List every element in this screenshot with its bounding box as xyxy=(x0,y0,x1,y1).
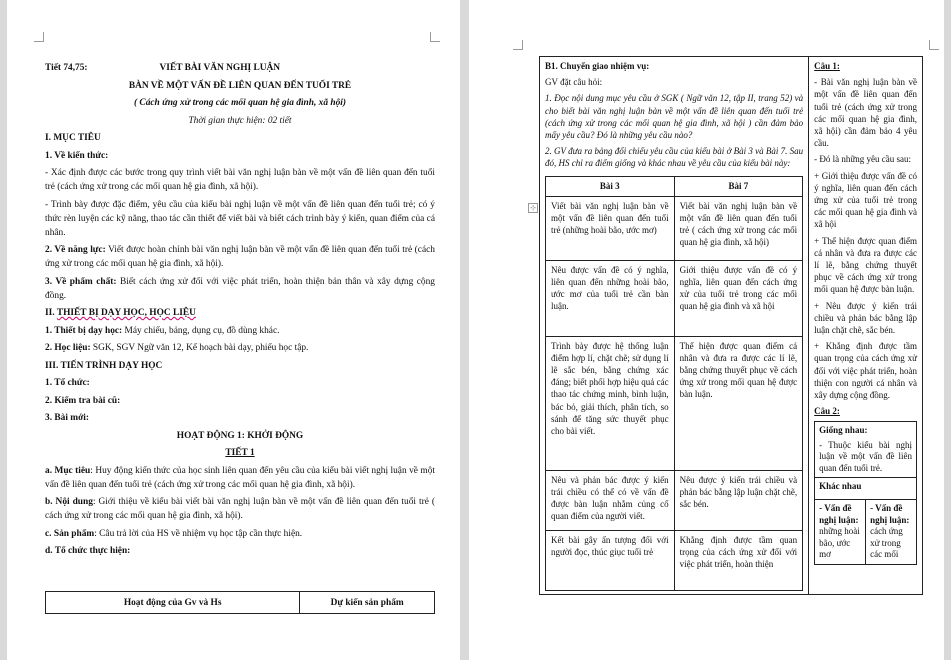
activity-title: HOẠT ĐỘNG 1: KHỞI ĐỘNG xyxy=(176,430,304,441)
skill-heading: 2. Về năng lực: xyxy=(45,245,106,255)
compare-cell: Trình bày được hệ thống luận điểm hợp lí, chặt chẽ; sử dụng lí lẽ sắc bén, bằng chứng xác đáng; biết phối hợp hiệu quả các thao tác chứng minh, bình luận, bác bỏ, giải thích, phân tích, so sánh để tăng sức thuyết phục cho bài viết. xyxy=(546,336,675,470)
lesson-label: TIẾT 1 xyxy=(225,448,255,458)
equipment-paragraph xyxy=(45,324,435,338)
skill-text: Viết được hoàn chỉnh bài văn nghị luận bàn về một vấn đề liên quan đến tuổi trẻ (cách ứng xử trong các mối quan hệ gia đình, xã hội). xyxy=(45,245,435,269)
expected-product-cell xyxy=(809,57,923,595)
equipment-text: Máy chiếu, bảng, dụng cụ, đồ dùng khác. xyxy=(122,325,280,336)
table-header-cell: Hoạt động của Gv và Hs xyxy=(46,592,300,614)
gv-ask: GV đặt câu hỏi: xyxy=(545,77,603,88)
product-heading: c. Sản phẩm xyxy=(45,528,95,539)
similarity-table xyxy=(814,421,917,565)
difference-cell xyxy=(866,500,917,565)
doc-title-2: BÀN VỀ MỘT VẤN ĐỀ LIÊN QUAN ĐẾN TUỔI TRẺ xyxy=(128,80,352,91)
table-row xyxy=(815,422,917,478)
answer-2-heading: Câu 2: xyxy=(814,406,840,417)
compare-row xyxy=(546,196,803,260)
doc-title-3: ( Cách ứng xử trong các mối quan hệ gia đình, xã hội) xyxy=(133,98,347,108)
title-line xyxy=(45,61,435,75)
content-heading: b. Nội dung xyxy=(45,497,93,507)
similarity-text: - Thuộc kiểu bài nghị luận về một vấn đề liên quan đến tuổi trẻ. xyxy=(819,439,912,473)
compare-header-cell: Bài 7 xyxy=(674,176,803,196)
step-organize: 1. Tổ chức: xyxy=(45,378,90,388)
quality-text: Biết cách ứng xử đối với việc phát triển, hoàn thiện bản thân và xây dựng cộng đồng. xyxy=(45,276,435,301)
compare-row xyxy=(546,336,803,470)
difference-col-text: những hoài bão, ước mơ xyxy=(819,526,860,560)
compare-row xyxy=(546,260,803,336)
compare-cell: Viết bài văn nghị luận bàn về một vấn đề liên quan đến tuổi trẻ (những hoài bão, ước mơ) xyxy=(546,196,675,260)
product-text: : Câu trả lời của HS về nhiệm vụ học tập cần thực hiện. xyxy=(94,528,303,539)
activity-table xyxy=(45,591,435,614)
compare-cell: Viết bài văn nghị luận bàn về một vấn đề liên quan đến tuổi trẻ ( cách ứng xử trong các mối quan hệ gia đình, xã hội) xyxy=(674,196,803,260)
quality-paragraph xyxy=(45,275,435,303)
product-paragraph xyxy=(45,527,435,541)
compare-cell: Khẳng định được tầm quan trọng của cách ứng xử đối với việc phát triển, hoàn thiện xyxy=(674,530,803,590)
organize-heading: d. Tổ chức thực hiện: xyxy=(45,546,131,556)
similarity-cell xyxy=(815,422,917,478)
compare-cell: Nêu được vấn đề có ý nghĩa, liên quan đến những hoài bão, ước mơ của tuổi trẻ cần bàn luận. xyxy=(546,260,675,336)
lesson-period: Tiết 74,75: xyxy=(45,63,88,73)
crop-mark xyxy=(430,32,440,42)
compare-cell: Nêu được ý kiến trái chiều và phản bác bằng lập luận chặt chẽ, sắc bén. xyxy=(674,470,803,530)
left-content xyxy=(45,61,435,562)
b1-heading: B1. Chuyển giao nhiệm vụ: xyxy=(545,61,650,71)
answer-1-item: + Giới thiệu được vấn đề có ý nghĩa, liên quan đến cách ứng xử của tuổi trẻ trong các mối quan hệ gia đình và xã hội xyxy=(814,170,917,230)
table-row xyxy=(815,478,917,500)
document-page-left xyxy=(7,0,460,660)
goal-paragraph xyxy=(45,464,435,492)
compare-row xyxy=(546,530,803,590)
question-1: 1. Đọc nội dung mục yêu cầu ở SGK ( Ngữ văn 12, tập II, trang 52) và cho biết bài văn nghị luận bàn về một vấn đề liên quan đến tuổi trẻ (cách ứng xử trong các mối quan hệ gia đình, xã hội ) cần đảm bảo mấy yêu cầu? Đó là những yêu cầu nào? xyxy=(545,93,804,141)
table-header-cell: Dự kiến sản phẩm xyxy=(300,592,435,614)
difference-col-heading: - Vấn đề nghị luận: xyxy=(819,503,859,525)
crop-mark xyxy=(513,40,523,50)
compare-cell: Nêu và phản bác được ý kiến trái chiều có thể có về vấn đề được bàn luận nhằm củng cố quan điểm của người viết. xyxy=(546,470,675,530)
doc-title: VIẾT BÀI VĂN NGHỊ LUẬN xyxy=(159,63,281,73)
knowledge-item: - Xác định được các bước trong quy trình viết bài văn nghị luận bàn về một vấn đề liên quan đến tuổi trẻ (cách ứng xử trong các mối quan hệ gia đình, xã hội). xyxy=(45,168,435,192)
compare-row xyxy=(546,470,803,530)
difference-heading: Khác nhau xyxy=(815,478,917,500)
difference-cell xyxy=(815,500,866,565)
answer-1-item: + Khẳng định được tầm quan trọng của cách ứng xử đối với việc phát triển, hoàn thiện con người cá nhân và xây dựng cộng đồng. xyxy=(814,341,917,401)
section-3-heading: III. TIẾN TRÌNH DẠY HỌC xyxy=(45,360,163,371)
compare-cell: Thể hiện được quan điểm cá nhân và đưa ra được các lí lẽ, bằng chứng thuyết phục về cách ứng xử trong mối quan hệ được bàn luận. xyxy=(674,336,803,470)
skill-paragraph xyxy=(45,243,435,271)
difference-col-text: cách ứng xử trong các mối xyxy=(870,526,903,560)
question-2: 2. GV đưa ra bảng đối chiếu yêu cầu của kiểu bài ở Bài 3 và Bài 7. Sau đó, HS chỉ ra điểm giống và khác nhau về yêu cầu của kiểu bài này: xyxy=(545,146,804,169)
duration: Thời gian thực hiện: 02 tiết xyxy=(188,115,292,126)
document-page-right xyxy=(469,0,944,660)
material-text: SGK, SGV Ngữ văn 12, Kế hoạch bài dạy, phiếu học tập. xyxy=(90,343,309,353)
table-row xyxy=(815,500,917,565)
similarity-heading: Giống nhau: xyxy=(819,425,868,436)
answer-1-intro: - Bài văn nghị luận bàn về một vấn đề liên quan đến tuổi trẻ (cách ứng xử trong các mối quan hệ gia đình, xã hội) cần đảm bảo 4 yêu cầu. xyxy=(814,77,917,149)
answer-1-item: + Nêu được ý kiến trái chiều và phản bác bằng lập luận chặt chẽ, sắc bén. xyxy=(814,300,917,336)
answer-1-item: + Thể hiện được quan điểm cá nhân và đưa ra được các lí lẽ, bằng chứng thuyết phục về cách ứng xử trong mối quan hệ được bàn luận. xyxy=(814,235,917,295)
step-new-lesson: 3. Bài mới: xyxy=(45,413,89,423)
section-2-prefix: II. xyxy=(45,308,57,318)
teacher-activity-cell xyxy=(540,57,809,595)
knowledge-item: - Trình bày được đặc điểm, yêu cầu của kiểu bài nghị luận về một vấn đề liên quan đến tuổi trẻ; có ý thức rèn luyện các kỹ năng, thao tác cần thiết để viết bài và biết cách trình bày ý kiến, quan điểm của cá nhân. xyxy=(45,199,435,238)
quality-heading: 3. Về phẩm chất: xyxy=(45,276,117,287)
step-check: 2. Kiểm tra bài cũ: xyxy=(45,395,121,406)
table-row xyxy=(540,57,923,595)
compare-header-cell: Bài 3 xyxy=(546,176,675,196)
answer-1-heading: Câu 1: xyxy=(814,61,840,71)
compare-header-row xyxy=(546,176,803,196)
content-text: : Giới thiệu về kiểu bài viết bài văn nghị luận bàn về một vấn đề liên quan đến tuổi trẻ ( cách ứng xử trong các mối quan hệ gia đình, xã hội). xyxy=(45,497,436,521)
answer-1-list-heading: - Đó là những yêu cầu sau: xyxy=(814,154,912,165)
crop-mark xyxy=(34,32,44,42)
right-gutter xyxy=(944,0,951,660)
knowledge-heading: 1. Về kiến thức: xyxy=(45,150,109,161)
section-2-heading xyxy=(45,306,435,320)
goal-heading: a. Mục tiêu xyxy=(45,465,91,476)
activity-table-body xyxy=(539,56,923,595)
page-gap xyxy=(460,0,469,660)
goal-text: : Huy động kiến thức của học sinh liên quan đến yêu cầu của kiểu bài viết nghị luận về một vấn đề liên quan đến tuổi trẻ (cách ứng xử trong các mối quan hệ gia đình, xã hội). xyxy=(45,465,436,490)
material-paragraph xyxy=(45,341,435,355)
difference-col-heading: - Vấn đề nghị luận: xyxy=(870,503,910,525)
material-heading: 2. Học liệu: xyxy=(45,343,91,353)
compare-table xyxy=(545,176,803,591)
section-2-title: THIẾT BỊ DẠY HỌC, HỌC LIỆU xyxy=(56,308,196,318)
equipment-heading: 1. Thiết bị dạy học: xyxy=(45,325,123,336)
compare-cell: Giới thiệu được vấn đề có ý nghĩa, liên quan đến cách ứng xử của tuổi trẻ trong các mối quan hệ gia đình và xã hội xyxy=(674,260,803,336)
table-move-handle-icon[interactable]: ⊹ xyxy=(528,203,538,213)
compare-cell: Kết bài gây ấn tượng đối với người đọc, thúc giục tuổi trẻ xyxy=(546,530,675,590)
content-paragraph xyxy=(45,495,435,523)
table-header-row xyxy=(46,592,435,614)
crop-mark xyxy=(929,40,939,50)
section-1-heading: I. MỤC TIÊU xyxy=(45,133,101,143)
